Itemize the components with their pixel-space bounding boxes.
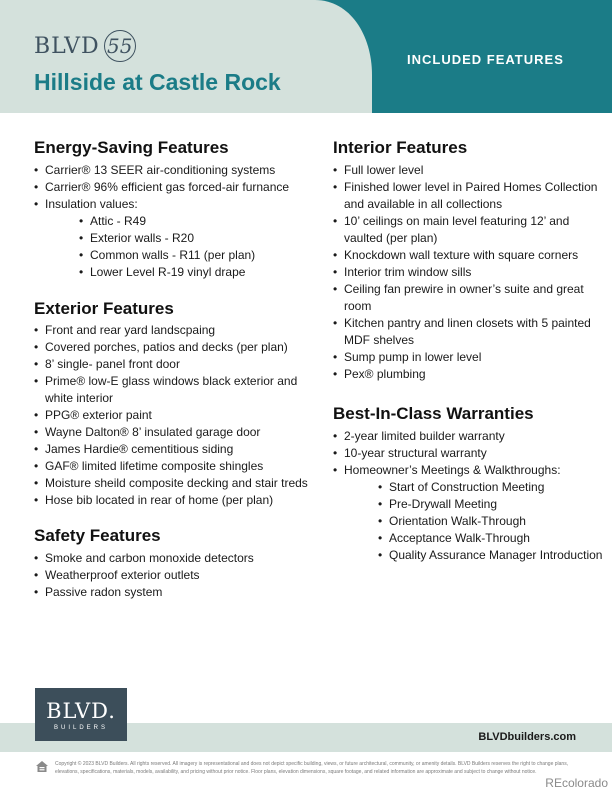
interior-title: Interior Features — [333, 138, 468, 157]
list-item: • GAF® limited lifetime composite shingles — [34, 458, 316, 475]
energy-list — [34, 162, 304, 281]
brand-number: 55 — [104, 30, 136, 62]
list-item — [333, 462, 603, 564]
list-item: • Sump pump in lower level — [333, 349, 603, 366]
sub-list-item: • Quality Assurance Manager Introduction — [378, 547, 603, 564]
meetings-sublist — [344, 479, 603, 564]
list-item: • Covered porches, patios and decks (per plan) — [34, 339, 316, 356]
equal-housing-icon — [36, 761, 48, 772]
list-item: • Finished lower level in Paired Homes Collection and available in all collections — [333, 179, 603, 213]
list-item-label: Insulation values: — [45, 197, 138, 211]
sub-list-item: • Orientation Walk-Through — [378, 513, 603, 530]
list-item: • Interior trim window sills — [333, 264, 603, 281]
recolorado-watermark: REcolorado — [545, 776, 608, 790]
interior-list — [333, 162, 603, 383]
website-link[interactable]: BLVDbuilders.com — [478, 731, 576, 743]
list-item: • 2-year limited builder warranty — [333, 428, 603, 445]
list-item: • 10-year structural warranty — [333, 445, 603, 462]
sub-list-item: • Common walls - R11 (per plan) — [79, 247, 304, 264]
sub-list-item: • Acceptance Walk-Through — [378, 530, 603, 547]
list-item-label: Homeowner’s Meetings & Walkthroughs: — [344, 463, 561, 477]
sub-list-item: • Attic - R49 — [79, 213, 304, 230]
warranties-title: Best-In-Class Warranties — [333, 404, 534, 423]
page-header — [0, 0, 612, 113]
energy-title: Energy-Saving Features — [34, 138, 229, 157]
list-item: • Smoke and carbon monoxide detectors — [34, 550, 304, 567]
list-item: • James Hardie® cementitious siding — [34, 441, 316, 458]
legal-disclaimer: Copyright © 2023 BLVD Builders. All rights reserved. All imagery is representational and does not depict specific building, views, or future architectural, community, or amenity details. BLVD Builders reserves the right to change plans, elevations, specifications, materials, models, availability, and pricing without prior notice. Floor plans, elevation dimensions, square footage, and related information are approximate and subject to change without notice. — [55, 761, 569, 775]
sub-list-item: • Lower Level R-19 vinyl drape — [79, 264, 304, 281]
list-item: • Ceiling fan prewire in owner’s suite and great room — [333, 281, 603, 315]
list-item: • Carrier® 96% efficient gas forced-air furnance — [34, 179, 304, 196]
logo-sub-text: BUILDERS — [53, 724, 108, 731]
warranties-list — [333, 428, 603, 564]
sub-list-item: • Pre-Drywall Meeting — [378, 496, 603, 513]
list-item: • Knockdown wall texture with square corners — [333, 247, 603, 264]
brand-name: BLVD — [34, 33, 100, 59]
safety-title: Safety Features — [34, 526, 161, 545]
community-title: Hillside at Castle Rock — [34, 69, 281, 95]
included-features-label: INCLUDED FEATURES — [407, 52, 564, 67]
list-item: • 8’ single- panel front door — [34, 356, 316, 373]
insulation-sublist — [45, 213, 304, 281]
list-item: • Prime® low-E glass windows black exterior and white interior — [34, 373, 316, 407]
exterior-list — [34, 322, 316, 509]
sub-list-item: • Exterior walls - R20 — [79, 230, 304, 247]
list-item: • Weatherproof exterior outlets — [34, 567, 304, 584]
blvd-55-logo — [34, 30, 136, 62]
list-item: • 10’ ceilings on main level featuring 12’ and vaulted (per plan) — [333, 213, 603, 247]
list-item: • Hose bib located in rear of home (per plan) — [34, 492, 316, 509]
logo-main-text: BLVD. — [46, 698, 116, 723]
blvd-builders-logo — [35, 688, 127, 741]
safety-list — [34, 550, 304, 601]
list-item: • Full lower level — [333, 162, 603, 179]
list-item: • Pex® plumbing — [333, 366, 603, 383]
list-item: • Carrier® 13 SEER air-conditioning systems — [34, 162, 304, 179]
list-item: • Passive radon system — [34, 584, 304, 601]
list-item: • Moisture sheild composite decking and stair treds — [34, 475, 316, 492]
list-item: • Kitchen pantry and linen closets with 5 painted MDF shelves — [333, 315, 603, 349]
list-item — [34, 196, 304, 281]
list-item: • PPG® exterior paint — [34, 407, 316, 424]
exterior-title: Exterior Features — [34, 299, 174, 318]
list-item: • Wayne Dalton® 8’ insulated garage door — [34, 424, 316, 441]
sub-list-item: • Start of Construction Meeting — [378, 479, 603, 496]
list-item: • Front and rear yard landscpaing — [34, 322, 316, 339]
